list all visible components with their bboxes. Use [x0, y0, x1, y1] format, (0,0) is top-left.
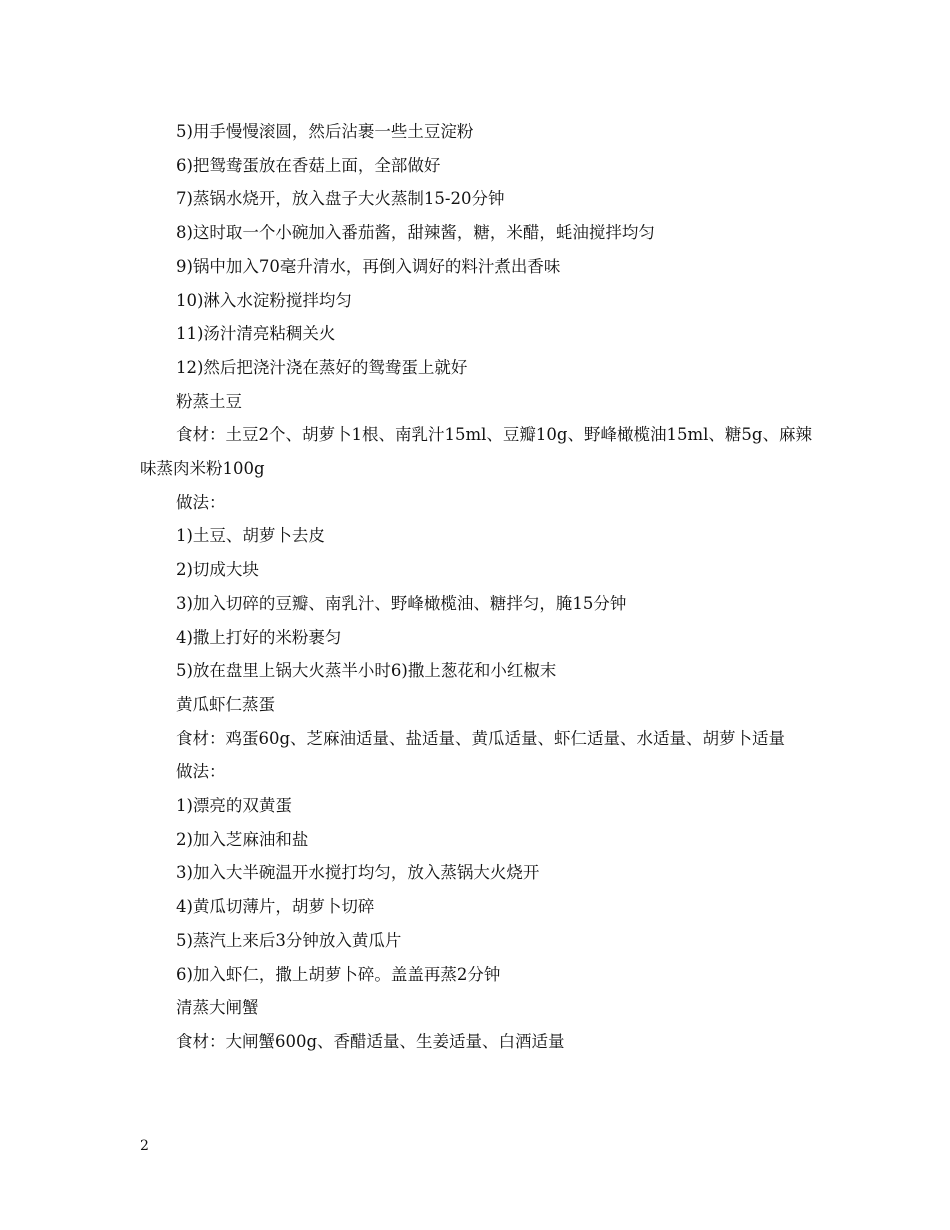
step-paragraph: 5)用手慢慢滚圆，然后沾裹一些土豆淀粉	[176, 122, 474, 141]
ingredients-paragraph: 食材：鸡蛋60g、芝麻油适量、盐适量、黄瓜适量、虾仁适量、水适量、胡萝卜适量	[176, 728, 786, 748]
step-paragraph: 7)蒸锅水烧开，放入盘子大火蒸制15-20分钟	[176, 189, 505, 209]
step-paragraph: 2)切成大块	[176, 560, 259, 580]
recipe-title: 黄瓜虾仁蒸蛋	[176, 694, 275, 714]
step-paragraph: 12)然后把浇汁浇在蒸好的鸳鸯蛋上就好	[176, 357, 468, 377]
step-paragraph: 10)淋入水淀粉搅拌均匀	[176, 290, 352, 310]
step-paragraph: 6)加入虾仁，撒上胡萝卜碎。盖盖再蒸2分钟	[176, 964, 501, 984]
ingredients-paragraph: 食材：土豆2个、胡萝卜1根、南乳汁15ml、豆瓣10g、野峰橄榄油15ml、糖5g、麻辣味蒸肉米粉100g	[140, 425, 812, 479]
step-paragraph: 1)土豆、胡萝卜去皮	[176, 526, 325, 546]
step-paragraph: 4)黄瓜切薄片，胡萝卜切碎	[176, 897, 375, 917]
page-number: 2	[140, 1138, 149, 1154]
page-body	[140, 115, 820, 1059]
recipe-title: 粉蒸土豆	[176, 391, 242, 411]
method-heading: 做法：	[176, 762, 226, 782]
ingredients-paragraph: 食材：大闸蟹600g、香醋适量、生姜适量、白酒适量	[176, 1031, 565, 1051]
step-paragraph: 1)漂亮的双黄蛋	[176, 796, 292, 816]
step-paragraph: 2)加入芝麻油和盐	[176, 829, 309, 849]
method-heading: 做法：	[176, 492, 226, 512]
step-paragraph: 3)加入切碎的豆瓣、南乳汁、野峰橄榄油、糖拌匀，腌15分钟	[176, 593, 627, 613]
step-paragraph: 3)加入大半碗温开水搅打均匀，放入蒸锅大火烧开	[176, 863, 540, 883]
step-paragraph: 4)撒上打好的米粉裹匀	[176, 627, 342, 647]
step-paragraph: 6)把鸳鸯蛋放在香菇上面，全部做好	[176, 155, 441, 175]
step-paragraph: 5)放在盘里上锅大火蒸半小时6)撒上葱花和小红椒末	[176, 661, 557, 681]
step-paragraph: 5)蒸汽上来后3分钟放入黄瓜片	[176, 930, 402, 950]
recipe-title: 清蒸大闸蟹	[176, 998, 259, 1018]
step-paragraph: 9)锅中加入70毫升清水，再倒入调好的料汁煮出香味	[176, 256, 561, 276]
step-paragraph: 8)这时取一个小碗加入番茄酱，甜辣酱，糖，米醋，蚝油搅拌均匀	[176, 223, 655, 243]
step-paragraph: 11)汤汁清亮粘稠关火	[176, 324, 336, 344]
